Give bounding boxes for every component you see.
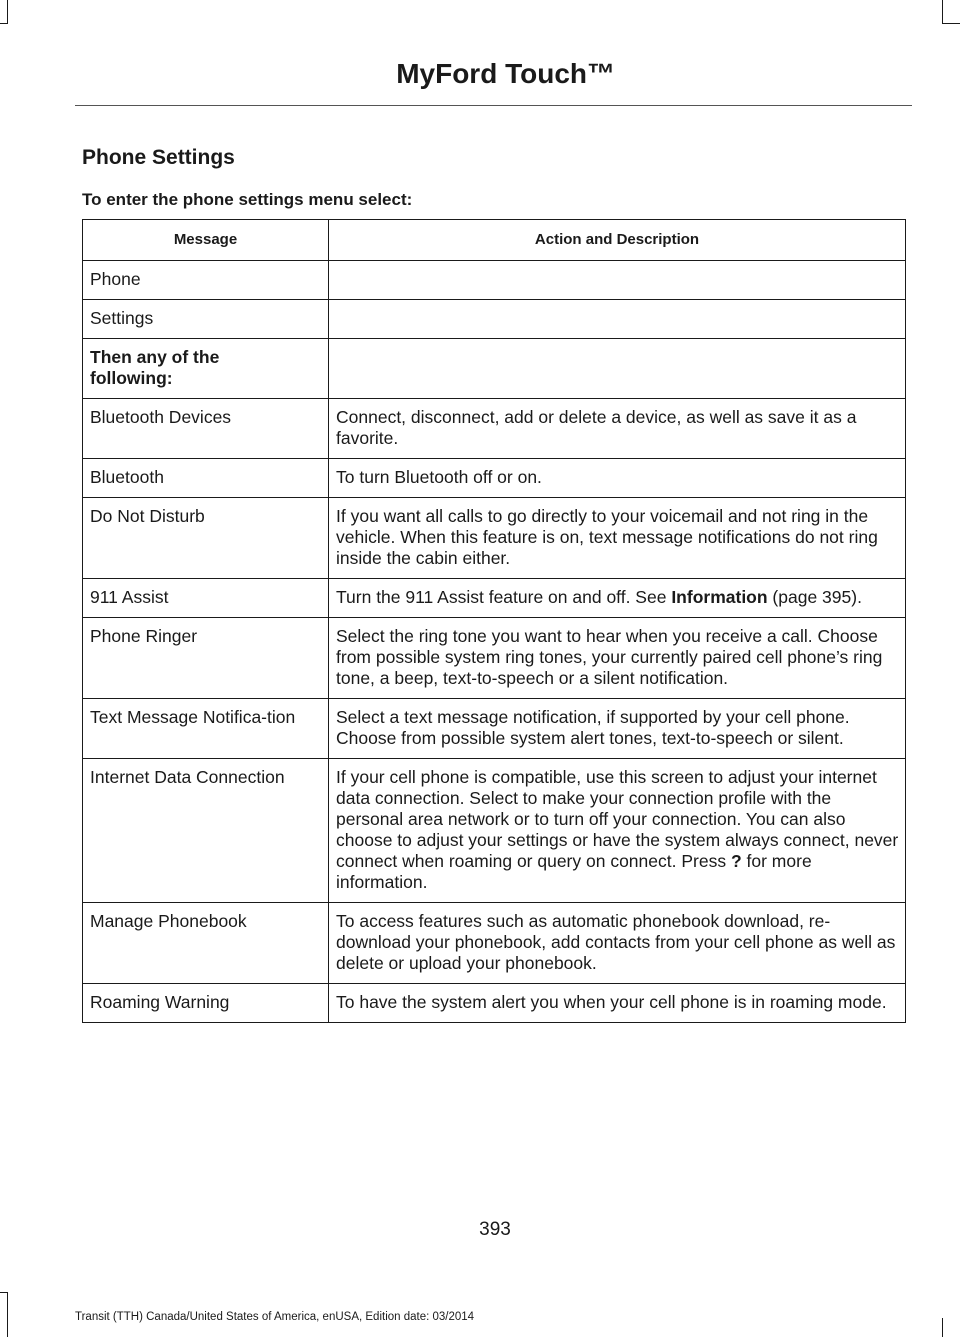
message-cell: Text Message Notifica-tion: [83, 699, 329, 759]
action-cell: [329, 339, 906, 399]
action-cell: To turn Bluetooth off or on.: [329, 459, 906, 498]
action-cell: [329, 579, 906, 618]
action-text: If your cell phone is compatible, use this screen to adjust your internet data connection. Select to make your connection profile with the personal area network or to turn off your connection. You can also choose to adjust your settings or have the system always connect, never connect when roaming or query on connect. Press: [336, 767, 899, 871]
table-row: [83, 579, 906, 618]
crop-mark-top-right-vertical: [942, 0, 943, 24]
crop-mark-top-left-vertical: [7, 0, 8, 24]
table-row: [83, 399, 906, 459]
message-cell: Do Not Disturb: [83, 498, 329, 579]
action-cell: [329, 300, 906, 339]
header-divider: [75, 105, 912, 106]
table-header-row: [83, 220, 906, 261]
table-row: [83, 300, 906, 339]
crop-mark-bottom-left-horizontal: [0, 1292, 8, 1293]
action-cell: [329, 261, 906, 300]
help-question-icon: ?: [730, 851, 742, 871]
section-title: Phone Settings: [82, 146, 235, 169]
action-cell: Select a text message notification, if supported by your cell phone. Choose from possible system alert tones, text-to-speech or silent.: [329, 699, 906, 759]
message-cell: 911 Assist: [83, 579, 329, 618]
crop-mark-top-left-horizontal: [0, 23, 8, 24]
table-row: [83, 984, 906, 1023]
table-row: [83, 261, 906, 300]
action-cell: Select the ring tone you want to hear when you receive a call. Choose from possible system ring tones, your currently paired cell phone’s ring tone, a beep, text-to-speech or a silent notification.: [329, 618, 906, 699]
table-row: [83, 459, 906, 498]
crop-mark-bottom-left-vertical: [7, 1292, 8, 1337]
table-row: [83, 498, 906, 579]
table-row: [83, 339, 906, 399]
action-cell: [329, 759, 906, 903]
message-cell: Manage Phonebook: [83, 903, 329, 984]
phone-settings-table: [82, 219, 906, 1023]
action-cell: To access features such as automatic phonebook download, re-download your phonebook, add contacts from your cell phone as well as delete or upload your phonebook.: [329, 903, 906, 984]
action-text: for more information.: [336, 851, 812, 892]
action-cell: To have the system alert you when your cell phone is in roaming mode.: [329, 984, 906, 1023]
cross-reference-link[interactable]: Information: [671, 587, 768, 607]
message-cell: Then any of the following:: [83, 339, 329, 399]
action-text: (page 395).: [767, 587, 862, 607]
action-text: Turn the 911 Assist feature on and off. See: [336, 587, 672, 607]
crop-mark-top-right-horizontal: [942, 23, 960, 24]
column-header-action: Action and Description: [329, 220, 906, 261]
page-header-title: MyFord Touch™: [396, 58, 615, 89]
table-row: [83, 618, 906, 699]
message-cell: Bluetooth Devices: [83, 399, 329, 459]
table-row: [83, 699, 906, 759]
action-cell: Connect, disconnect, add or delete a device, as well as save it as a favorite.: [329, 399, 906, 459]
message-cell: Phone: [83, 261, 329, 300]
section-intro: To enter the phone settings menu select:: [82, 190, 413, 209]
message-cell: Settings: [83, 300, 329, 339]
message-cell: Roaming Warning: [83, 984, 329, 1023]
footer-edition-text: Transit (TTH) Canada/United States of America, enUSA, Edition date: 03/2014: [75, 1311, 475, 1323]
message-cell: Phone Ringer: [83, 618, 329, 699]
page-number: 393: [479, 1219, 511, 1240]
message-cell: Bluetooth: [83, 459, 329, 498]
column-header-message: Message: [83, 220, 329, 261]
table-row: [83, 759, 906, 903]
action-cell: If you want all calls to go directly to your voicemail and not ring in the vehicle. When this feature is on, text message notifications do not ring inside the cabin either.: [329, 498, 906, 579]
crop-mark-bottom-right-vertical: [942, 1318, 943, 1337]
table-row: [83, 903, 906, 984]
message-cell: Internet Data Connection: [83, 759, 329, 903]
